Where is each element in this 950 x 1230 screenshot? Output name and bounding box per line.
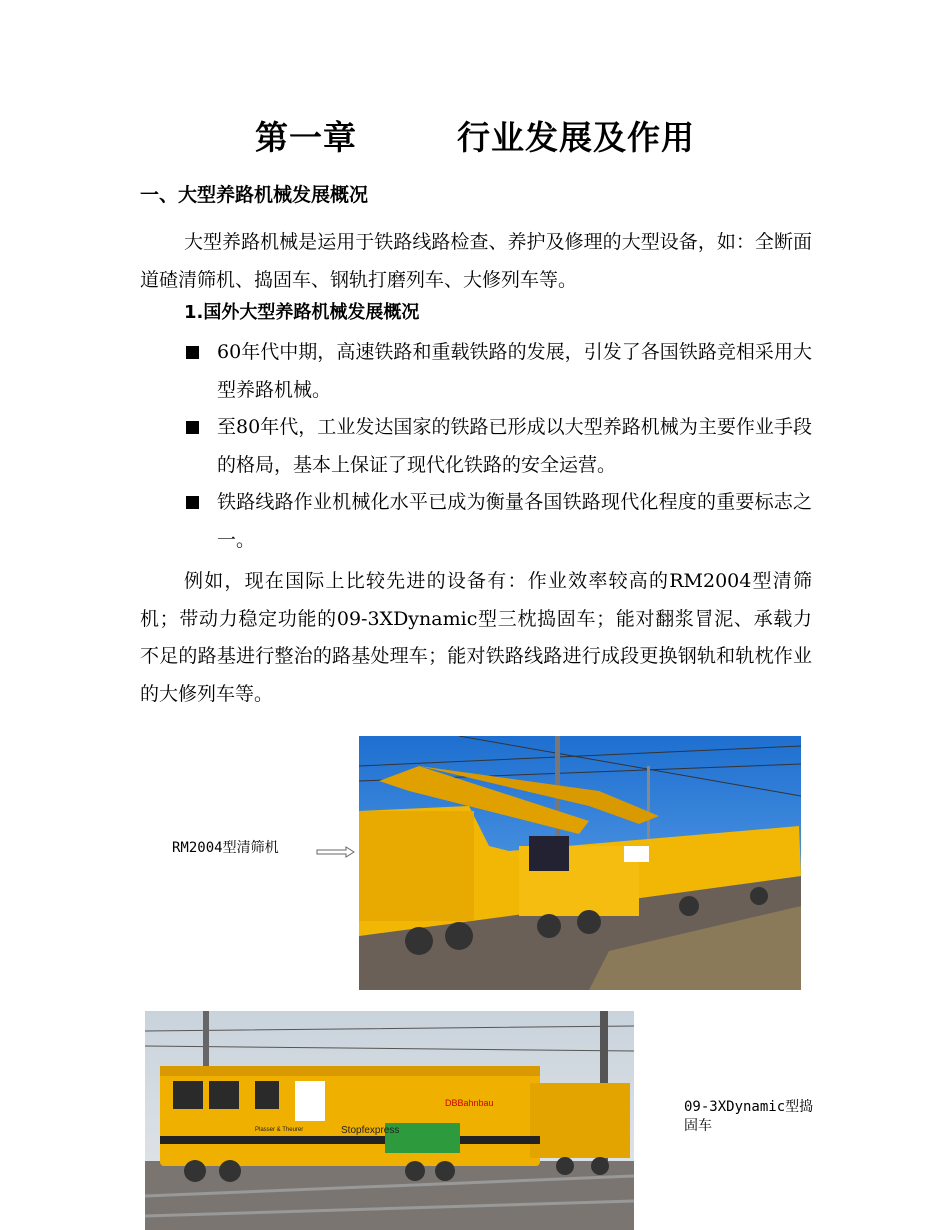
square-bullet-icon — [186, 421, 199, 434]
figure-caption-09-3x: 09-3XDynamic型捣固车 — [684, 1099, 814, 1134]
bullet-item — [140, 484, 812, 559]
square-bullet-icon — [186, 496, 199, 509]
bullet-item — [140, 334, 812, 409]
bullet-text: 60年代中期，高速铁路和重载铁路的发展，引发了各国铁路竞相采用大型养路机械。 — [217, 341, 812, 401]
bullet-text: 至80年代，工业发达国家的铁路已形成以大型养路机械为主要作业手段的格局，基本上保证了现代化铁路的安全运营。 — [217, 416, 812, 476]
bullet-item — [140, 409, 812, 484]
photo-09-3x-dynamic-tamper — [145, 1011, 634, 1230]
square-bullet-icon — [186, 346, 199, 359]
bullet-list — [140, 334, 812, 559]
chapter-number: 第一章 — [255, 118, 357, 157]
subsection-heading: 1.国外大型养路机械发展概况 — [184, 302, 420, 323]
figure-caption-rm2004: RM2004型清筛机 — [172, 840, 279, 856]
plasser-label: Plasser & Theurer — [255, 1127, 304, 1133]
right-arrow-icon — [316, 845, 356, 859]
bullet-text: 铁路线路作业机械化水平已成为衡量各国铁路现代化程度的重要标志之一。 — [217, 491, 812, 551]
intro-paragraph: 大型养路机械是运用于铁路线路检查、养护及修理的大型设备，如：全断面道碴清筛机、捣固车、钢轨打磨列车、大修列车等。 — [140, 231, 812, 291]
db-logo-label: DBBahnbau — [445, 1098, 494, 1108]
chapter-title — [0, 112, 950, 159]
example-paragraph: 例如，现在国际上比较先进的设备有：作业效率较高的RM2004型清筛机；带动力稳定功能的09-3XDynamic型三枕捣固车；能对翻浆冒泥、承载力不足的路基进行整治的路基处理车；能对铁路线路进行成段更换钢轨和轨枕作业的大修列车等。 — [140, 570, 812, 705]
chapter-name: 行业发展及作用 — [457, 118, 695, 157]
stopfexpress-label: Stopfexpress — [341, 1125, 400, 1136]
section-heading: 一、大型养路机械发展概况 — [140, 184, 369, 206]
photo-rm2004-ballast-cleaner — [359, 736, 801, 990]
